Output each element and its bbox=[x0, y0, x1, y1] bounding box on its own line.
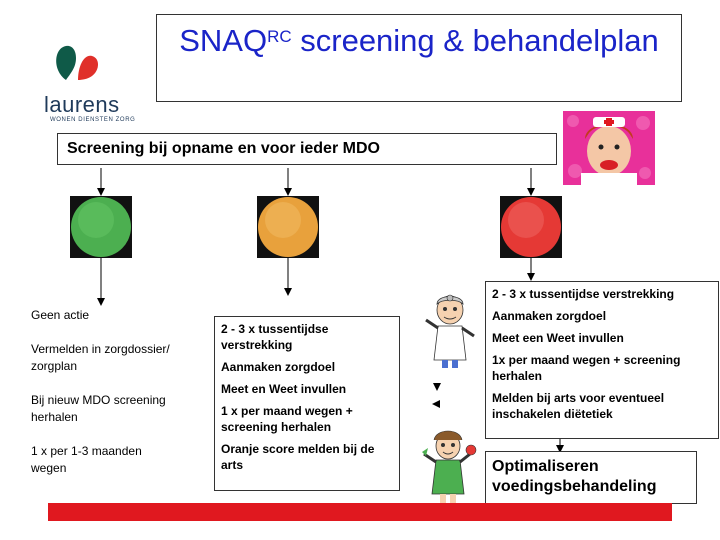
logo-tagline: WONEN DIENSTEN ZORG bbox=[50, 117, 136, 123]
doctor-cartoon bbox=[420, 290, 480, 370]
green-score-disc bbox=[70, 196, 132, 258]
red-action-line: 2 - 3 x tussentijdse verstrekking bbox=[492, 287, 675, 301]
nurse-cartoon bbox=[420, 428, 480, 508]
orange-action-line: Aanmaken zorgdoel bbox=[221, 360, 336, 374]
title-rest: screening & behandelplan bbox=[291, 23, 659, 58]
green-actions bbox=[31, 307, 171, 494]
title-superscript: RC bbox=[267, 27, 292, 46]
optimize-box: Optimaliseren voedingsbehandeling bbox=[485, 451, 697, 504]
green-action-line: 1 x per 1-3 maanden wegen bbox=[31, 444, 142, 475]
green-action-line: Bij nieuw MDO screening herhalen bbox=[31, 393, 166, 424]
orange-score-disc bbox=[257, 196, 319, 258]
page-title bbox=[156, 14, 682, 102]
footer-red-bar bbox=[48, 503, 672, 521]
red-actions-box bbox=[485, 281, 719, 439]
orange-action-line: 1 x per maand wegen + screening herhalen bbox=[221, 404, 353, 434]
logo-wordmark: laurens bbox=[44, 92, 120, 117]
arrowhead-down bbox=[433, 383, 441, 391]
red-action-line: Aanmaken zorgdoel bbox=[492, 309, 607, 323]
orange-actions-box bbox=[214, 316, 400, 491]
red-score-disc bbox=[500, 196, 562, 258]
orange-action-line: 2 - 3 x tussentijdse verstrekking bbox=[221, 322, 329, 352]
orange-action-line: Meet en Weet invullen bbox=[221, 382, 347, 396]
green-action-line: Vermelden in zorgdossier/ zorgplan bbox=[31, 342, 170, 373]
red-action-line: Meet een Weet invullen bbox=[492, 331, 624, 345]
red-action-line: 1x per maand wegen + screening herhalen bbox=[492, 353, 681, 383]
title-main: SNAQ bbox=[179, 23, 268, 58]
red-action-line: Melden bij arts voor eventueel inschakelen diëtetiek bbox=[492, 391, 665, 421]
nurse-photo bbox=[563, 111, 655, 185]
orange-action-line: Oranje score melden bij de arts bbox=[221, 442, 375, 472]
screening-header: Screening bij opname en voor ieder MDO bbox=[57, 133, 557, 165]
green-action-line: Geen actie bbox=[31, 308, 90, 322]
arrowhead-left bbox=[432, 400, 440, 408]
